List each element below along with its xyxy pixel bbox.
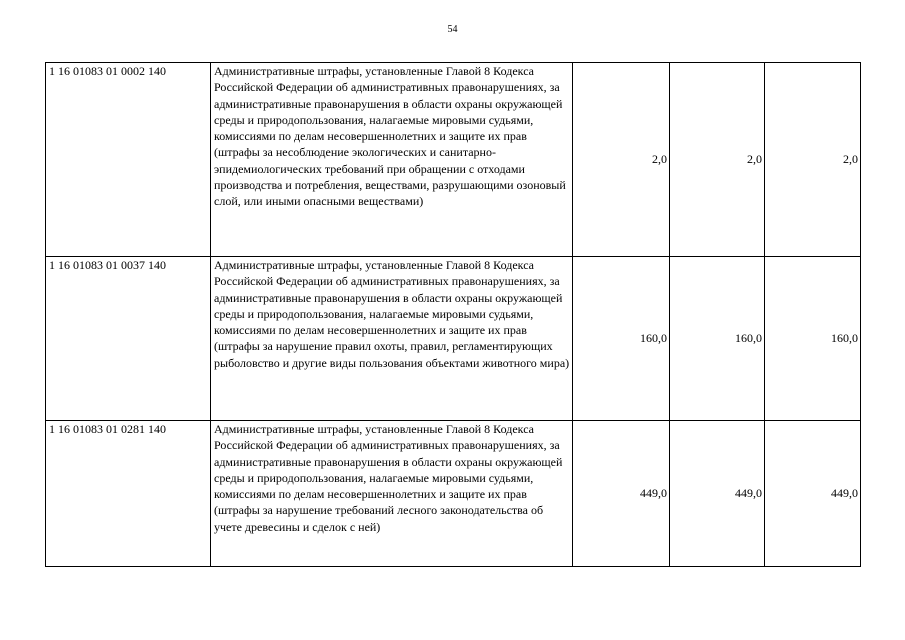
amount-cell-year-3: 2,0 <box>765 63 861 257</box>
budget-code-cell: 1 16 01083 01 0281 140 <box>46 421 211 567</box>
amount-cell-year-1: 160,0 <box>573 257 670 421</box>
page-number: 54 <box>447 24 458 35</box>
amount-cell-year-1: 449,0 <box>573 421 670 567</box>
amount-cell-year-3: 160,0 <box>765 257 861 421</box>
description-cell: Административные штрафы, установленные Главой 8 Кодекса Российской Федерации об административных правонарушениях, за административные правонарушения в области охраны окружающей среды и природопользования, налагаемые мировыми судьями, комиссиями по делам несовершеннолетних и защите их прав (штрафы за несоблюдение экологических и санитарно-эпидемиологических требований при обращении с отходами производства и потребления, веществами, разрушающими озоновый слой, или иными опасными веществами) <box>211 63 573 257</box>
revenue-table <box>45 62 861 567</box>
amount-cell-year-2: 160,0 <box>670 257 765 421</box>
table-row <box>46 421 861 567</box>
budget-code-cell: 1 16 01083 01 0037 140 <box>46 257 211 421</box>
budget-code-cell: 1 16 01083 01 0002 140 <box>46 63 211 257</box>
amount-cell-year-2: 449,0 <box>670 421 765 567</box>
description-cell: Административные штрафы, установленные Главой 8 Кодекса Российской Федерации об административных правонарушениях, за административные правонарушения в области охраны окружающей среды и природопользования, налагаемые мировыми судьями, комиссиями по делам несовершеннолетних и защите их прав (штрафы за нарушение требований лесного законодательства об учете древесины и сделок с ней) <box>211 421 573 567</box>
amount-cell-year-3: 449,0 <box>765 421 861 567</box>
description-cell: Административные штрафы, установленные Главой 8 Кодекса Российской Федерации об административных правонарушениях, за административные правонарушения в области охраны окружающей среды и природопользования, налагаемые мировыми судьями, комиссиями по делам несовершеннолетних и защите их прав (штрафы за нарушение правил охоты, правил, регламентирующих рыболовство и другие виды пользования объектами животного мира) <box>211 257 573 421</box>
table-row <box>46 63 861 257</box>
amount-cell-year-2: 2,0 <box>670 63 765 257</box>
table-row <box>46 257 861 421</box>
amount-cell-year-1: 2,0 <box>573 63 670 257</box>
